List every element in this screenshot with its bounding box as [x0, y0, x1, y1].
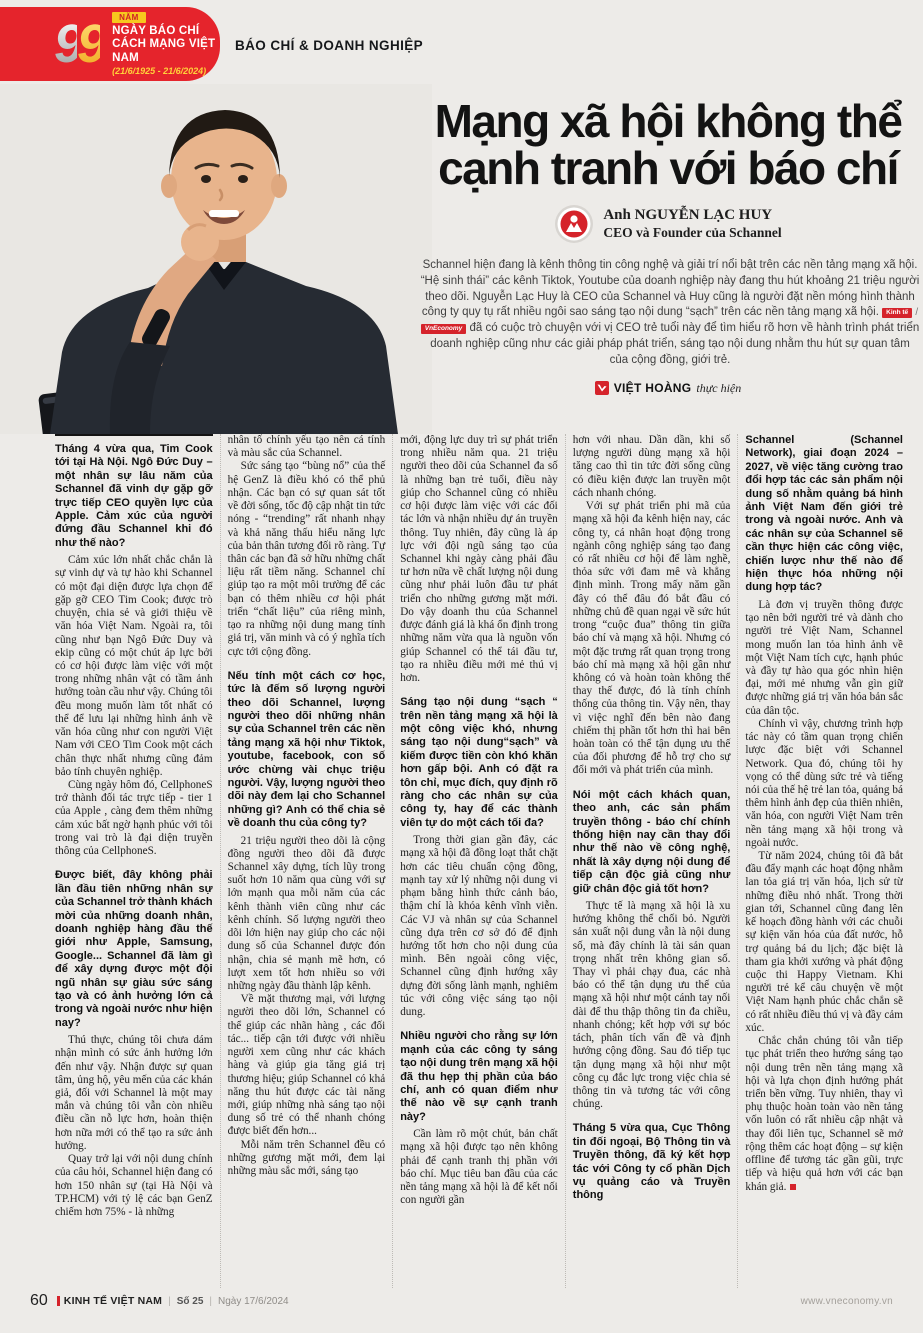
answer-paragraph: Cần làm rõ một chút, bản chất mạng xã hội được tạo nên không phải để cạnh tranh thị phần với báo chí. Mục tiêu ban đầu của các nền tảng mạng xã hội là để kết nối con người gần: [400, 1128, 558, 1207]
answer-paragraph: Là đơn vị truyền thông được tạo nên bởi người trẻ và dành cho người trẻ Việt Nam, Schannel mong muốn lan tỏa hình ảnh về một Việt Nam tích cực, hạnh phúc và đầy tự hào qua góc nhìn hiện đại, mới mẻ nhưng vẫn gìn giữ được những giá trị văn hóa bản sắc của dân tộc.: [745, 598, 903, 717]
article-columns: [55, 434, 903, 1288]
answer-paragraph: mới, động lực duy trì sự phát triển trong nhiều năm qua. 21 triệu người theo dõi của Schannel đa số là những bạn trẻ tuổi, điều này giúp cho Schannel cũng có nhiều cơ hội được làm việc với các đối tác lớn và nhận nhiều dự án truyền thông. Tuy nhiên, đây cũng là áp lực với đội ngũ sáng tạo của Schannel khi ngày càng phải đầu tư hơn nữa về chất lượng nội dung cũng như phải luôn đầu tư phát triển cho những gương mặt mới. Do vậy doanh thu của Schannel được đánh giá là khá ổn định trong những năm vừa qua là nguồn vốn giúp Schannel có thể tái đầu tư, tạo ra nhiều điều mới mẻ thú vị hơn.: [400, 434, 558, 684]
title-line1: Mạng xã hội không thể: [434, 95, 902, 147]
section-label: BÁO CHÍ & DOANH NGHIỆP: [235, 38, 424, 53]
answer-paragraph: Với sự phát triển phi mã của mạng xã hội đa kênh hiện nay, các công ty, cá nhân hoạt động trong ngành công nghiệp sáng tạo đang có rất nhiều cơ hội để làm nghề, thỏa sức với đam mê và khẳng định mình. Trong mấy năm gần đây có thể đâu đó bắt đầu có những chủ đề quan ngại về sức hút trong “cuộc đua” thông tin giữa báo chí và mạng xã hội. Nhưng có một đặc trưng rất quan trọng trong báo chí mà mạng xã hội gần như không có và hoàn toàn không thể thay thế được, đó là tính chính thống của thông tin. Vậy nên, thay vì việc nghĩ đến bên nào đang chiếm thị phần tốt hơn thì hai bên hoàn toàn có thể tận dụng ưu thế của đối phương để hỗ trợ cho sự đổi mới và phát triển của mình.: [572, 500, 731, 777]
question-paragraph: Tháng 4 vừa qua, Tim Cook tới tại Hà Nội. Ngô Đức Duy – một nhân sự lâu năm của Schannel đã vinh dự gặp gỡ trực tiếp CEO quyền lực của Apple. Cảm xúc của người đứng đầu Schannel khi đó như thế nào?: [55, 443, 213, 549]
author-suffix: thực hiện: [696, 380, 742, 395]
answer-paragraph: 21 triệu người theo dõi là cộng đồng người theo dõi đã được Schannel xây dựng, tích lũy trong suốt hơn 10 năm qua cùng với sự lớn mạnh qua mỗi năm của các kênh thành viên cũng như các kênh chính. Số lượng người theo dõi lớn hiện nay giúp cho các nội dung số của Schannel được đón nhận, chia sẻ mạnh mẽ hơn, có lượt xem tốt hơn nhiều so với những ngày đầu thành lập kênh.: [227, 834, 386, 992]
footer-separator: |: [209, 1295, 212, 1307]
website-url: www.vneconomy.vn: [800, 1295, 893, 1307]
intro-text-after: đã có cuộc trò chuyện với vị CEO trẻ tuổi này để tìm hiểu rõ hơn về hành trình phát triển doanh nghiệp cũng như các giải pháp phát triển, sáng tạo nội dung nhằm thu hút sự quan tâm của cộng đồng, giới trẻ.: [430, 322, 920, 366]
logo-digit-2: 9: [77, 14, 101, 74]
magazine-name: KINH TẾ VIỆT NAM: [63, 1295, 163, 1307]
title-line2: cạnh tranh với báo chí: [438, 141, 898, 194]
article-title: [420, 95, 916, 194]
question-paragraph: Nói một cách khách quan, theo anh, các sản phẩm truyền thông - báo chí chính thống hiện nay cần thay đổi như thế nào về công nghệ, nhất là xây dựng nội dung để tiếp cận độc giả cũng như giữ chân độc giả tốt hơn?: [572, 788, 731, 895]
author-name: VIỆT HOÀNG: [613, 381, 692, 396]
article-column-3: [392, 434, 565, 1288]
question-paragraph: Nhiều người cho rằng sự lớn mạnh của các công ty sáng tạo nội dung trên mạng xã hội đã thu hẹp thị phần của báo chí, anh có quan điểm như thế nào về sự cạnh tranh này?: [400, 1030, 558, 1123]
answer-paragraph: Chính vì vậy, chương trình hợp tác này có tầm quan trọng chiến lược đặc biệt với Schannel Network. Qua đó, chúng tôi hy vọng có thể dùng sức trẻ và tiếng nói của thế hệ trẻ lan tỏa, quảng bá thêm hình ảnh đẹp của thiên nhiên, văn hóa, con người Việt Nam trên nền tảng mạng xã hội trong và ngoài nước.: [745, 717, 903, 849]
article-column-1: [55, 434, 220, 1288]
article-header: [420, 95, 920, 396]
byline: [420, 204, 916, 244]
answer-paragraph: Từ năm 2024, chúng tôi đã bắt đầu đẩy mạnh các hoạt động nhằm lan tỏa giá trị văn hóa, lịch sử từ những điều nhỏ nhất. Trong thời gian tới, Schannel cũng đang lên kế hoạch đồng hành với các chuỗi sự kiện văn hóa của đất nước, hỗ trợ quảng bá du lịch; đặc biệt là tham gia khởi xướng và phát động cuộc thi Happy Vietnam. Khi người trẻ kể câu chuyện về một Việt Nam hạnh phúc chắc chắn sẽ có rất nhiều điều thú vị và đầy cảm xúc.: [745, 850, 903, 1034]
logo-99: [54, 14, 101, 74]
article-column-4: [565, 434, 738, 1288]
question-paragraph: Schannel (Schannel Network), giai đoạn 2024 – 2027, về việc tăng cường trao đổi hợp tác các sản phẩm nội dung số nhằm quảng bá hình ảnh Việt Nam đến giới trẻ trong và ngoài nước. Anh và các nhân sự của Schannel sẽ cần thực hiện các công việc, chiến lược như thế nào để hiện thực hóa những nội dung hợp tác?: [745, 434, 903, 594]
question-paragraph: Được biết, đây không phải lần đầu tiên những nhân sự của Schannel trở thành khách mời của những doanh nhân, doanh nghiệp hàng đầu thế giới như Apple, Samsung, Google... Schannel đã làm gì để xây dựng được một đội ngũ nhân sự giàu sức sáng tạo và có ảnh hưởng lớn cả trong và ngoài nước như hiện nay?: [55, 869, 213, 1029]
question-paragraph: Nếu tính một cách cơ học, tức là đếm số lượng người theo dõi Schannel, lượng người theo dõi những nhân sự của Schannel trên các nền tảng mạng xã hội như Tiktok, youtube, facebook, con số ước chừng vài chục triệu người. Vậy, lượng người theo dõi này đem lại cho Schannel những gì? Anh có thể chia sẻ về doanh thu của công ty?: [227, 669, 386, 830]
vneconomy-logo-icon: [595, 381, 609, 395]
answer-paragraph: Sức sáng tạo “bùng nổ” của thế hệ GenZ là điều khó có thể phủ nhận. Các bạn có sự quan sát tốt về đời sống, tốc độ cập nhật tin tức nóng - “trending” rất nhanh nhạy và khả năng thấu hiểu năng lực của bản thân tương đối rõ ràng. Tự thân các bạn đã sở hữu những chất liệu rất tiềm năng. Schannel chỉ giúp tạo ra một môi trường để các bạn có thêm nhiều cơ hội phát triển “chất liệu” của riêng mình, tạo ra những nội dung mang tính giá trị, văn minh và có ý nghĩa tích cực tới cộng đồng.: [227, 460, 386, 658]
article-end-mark: [790, 1184, 796, 1190]
page-footer: [30, 1292, 893, 1310]
kinhte-badge: Kinh tế: [882, 308, 912, 318]
nam-badge: NĂM: [112, 12, 146, 23]
answer-paragraph: Về mặt thương mại, với lượng người theo dõi lớn, Schannel có thể giúp các nhãn hàng , các đối tác... tiếp cận tới được với nhiều người xem cũng như các khách hàng và giúp gia tăng giá trị thương hiệu; giúp Schannel có khả năng thu hút được các tài năng mới, giúp những nhà sáng tạo nội dung số trẻ có thể nhanh chóng được biết đến hơn...: [227, 993, 386, 1138]
intro-text: Schannel hiện đang là kênh thông tin công nghệ và giải trí nổi bật trên các nền tảng mạng xã hội. “Hệ sinh thái” các kênh Tiktok, Youtube của doanh nghiệp này đang thu hút khoảng 21 triệu người theo dõi. Nguyễn Lạc Huy là CEO của Schannel và Huy cũng là người đặt nền móng hình thành công ty quy tụ rất nhiều ngôi sao sáng tạo nội dung “sạch” trên các nền tảng mạng xã hội.: [420, 258, 920, 319]
answer-paragraph: Chắc chắn chúng tôi vẫn tiếp tục phát triển theo hướng sáng tạo nội dung trên nền tảng mạng xã hội và lựa chọn định hướng phát triển bền vững. Tuy nhiên, thay vì phụ thuộc hoàn toàn vào nền tảng vốn luôn có rất nhiều cập nhật và thay đổi liên tục, Schannel sẽ mở rộng thêm các hoạt động – sự kiện offline để tương tác gần gũi, trực tiếp và hiệu quả hơn với các bạn khán giả.: [745, 1035, 903, 1193]
vneconomy-badge: VnEconomy: [421, 324, 467, 334]
article-column-5: [737, 434, 903, 1288]
byline-text: [603, 206, 781, 242]
page-number: 60: [30, 1292, 48, 1309]
author-row: [420, 381, 916, 396]
article-column-2: [220, 434, 393, 1288]
logo-text: [112, 12, 220, 76]
issue-date: Ngày 17/6/2024: [218, 1295, 289, 1307]
answer-paragraph: Cùng ngày hôm đó, CellphoneS trở thành đối tác trực tiếp - tier 1 của Apple , càng đem thêm những cảm xúc bất ngờ hạnh phúc với tôi trong vai trò là đại diện truyền thông của CellphoneS.: [55, 778, 213, 858]
logo-digit-1: 9: [54, 14, 78, 74]
issue-number: Số 25: [176, 1295, 204, 1307]
logo-line2: CÁCH MẠNG VIỆT NAM: [112, 38, 216, 64]
interviewee-role: CEO và Founder của Schannel: [603, 224, 782, 240]
answer-paragraph: Thực tế là mạng xã hội là xu hướng không thể chối bỏ. Người sản xuất nội dung vẫn là nội dung số, mà đây chính là tài sản quan trọng nhất trên không gian số. Thay vì phải chạy đua, các nhà báo có thể tận dụng ưu thế của mạng xã hội như một cánh tay nối dài để thu thập thông tin đa chiều, nhanh chóng; kết hợp với sự bóc tách, phân tích vấn đề và định hướng cộng đồng. Sau đó tiếp tục tận dụng mạng xã hội như một công cụ đắc lực trong việc chia sẻ thông tin và tương tác với công chúng.: [572, 899, 731, 1111]
interviewee-name: Anh NGUYỄN LẠC HUY: [603, 207, 773, 223]
logo-dates: (21/6/1925 - 21/6/2024): [112, 65, 207, 76]
footer-red-bar-icon: [57, 1296, 60, 1306]
answer-paragraph: Trong thời gian gần đây, các mạng xã hội đã đồng loạt thắt chặt hơn các tiêu chuẩn cộng đồng, mạnh tay xử lý những nội dung vi phạm bằng hình thức cảnh báo, thậm chí là khóa kênh vĩnh viễn. Các VJ và nhân sự của Schannel cũng dựa trên cơ sở đó để định hướng tốt hơn cho nội dung của mình. Bên ngoài công việc, Schannel cũng định hướng xây dựng đời sống lành mạnh, nghiêm túc với công việc sáng tạo nội dung.: [400, 834, 558, 1019]
question-paragraph: Sáng tạo nội dung “sạch “ trên nền tảng mạng xã hội là một công việc khó, nhưng sáng tạo nội dung“sạch” và kiếm được tiền còn khó khăn hơn gấp bội. Anh có đặt ra tôn chỉ, mục đích, quy định rõ ràng cho các nhân sự của công ty, hay để các thành viên tự do một cách tối đa?: [400, 696, 558, 829]
answer-paragraph: Quay trở lại với nội dung chính của câu hỏi, Schannel hiện đang có hơn 150 nhân sự (tại Hà Nội và TP.HCM) với tỷ lệ các bạn GenZ chiếm hơn 75% - là những: [55, 1153, 213, 1218]
answer-paragraph: hơn với nhau. Dần dần, khi số lượng người dùng mạng xã hội tăng cao thì tin tức đời sống cũng có điều kiện được lan truyền một cách nhanh chóng.: [572, 434, 731, 499]
logo-line1: NGÀY BÁO CHÍ: [112, 25, 200, 38]
answer-paragraph: Cảm xúc lớn nhất chắc chắn là sự vinh dự và tự hào khi Schannel có một đại diện được lựa chọn để gặp gỡ CEO Tim Cook; được trò chuyện, chia sẻ và giới thiệu về văn hóa Việt Nam. Ngoài ra, tôi cũng như bạn Ngô Đức Duy và ekip cũng có một chút áp lực bởi có cơ hội được làm việc với một trong những nhân vật có tầm ảnh hưởng toàn cầu như vậy. Chúng tôi đều mong muốn làm tốt nhất có thể để lưu lại những hình ảnh về văn hóa cũng như con người Việt Nam với CEO Tim Cook một cách chân thực nhất nhưng cũng đảm bảo tính chuyên nghiệp.: [55, 554, 213, 778]
article-intro: [420, 258, 920, 369]
answer-paragraph: nhân tố chính yếu tạo nên cá tính và màu sắc của Schannel.: [227, 434, 386, 460]
interviewee-photo: [0, 84, 432, 434]
answer-paragraph: Thú thực, chúng tôi chưa dám nhận mình có sức ảnh hưởng lớn đến như vậy. Nhận được sự quan tâm, ủng hộ, yêu mến của các khán giả, đối với Schannel là một may mắn và chúng tôi vẫn còn nhiều điều cần nỗ lực hơn, hoàn thiện hơn nữa mới có thể tạo ra sức ảnh hưởng.: [55, 1034, 213, 1152]
answer-paragraph: Mỗi năm trên Schannel đều có những gương mặt mới, đem lại những màu sắc mới, sáng tạo: [227, 1138, 386, 1178]
anniversary-banner: [0, 7, 220, 81]
badge-slash: /: [915, 307, 919, 319]
question-paragraph: Tháng 5 vừa qua, Cục Thông tin đối ngoại, Bộ Thông tin và Truyền thông, đã ký kết hợp tác với Công ty cổ phần Dịch vụ quảng cáo và Truyền thông: [572, 1122, 731, 1202]
footer-separator: |: [168, 1295, 171, 1307]
interview-badge-icon: [554, 204, 594, 244]
